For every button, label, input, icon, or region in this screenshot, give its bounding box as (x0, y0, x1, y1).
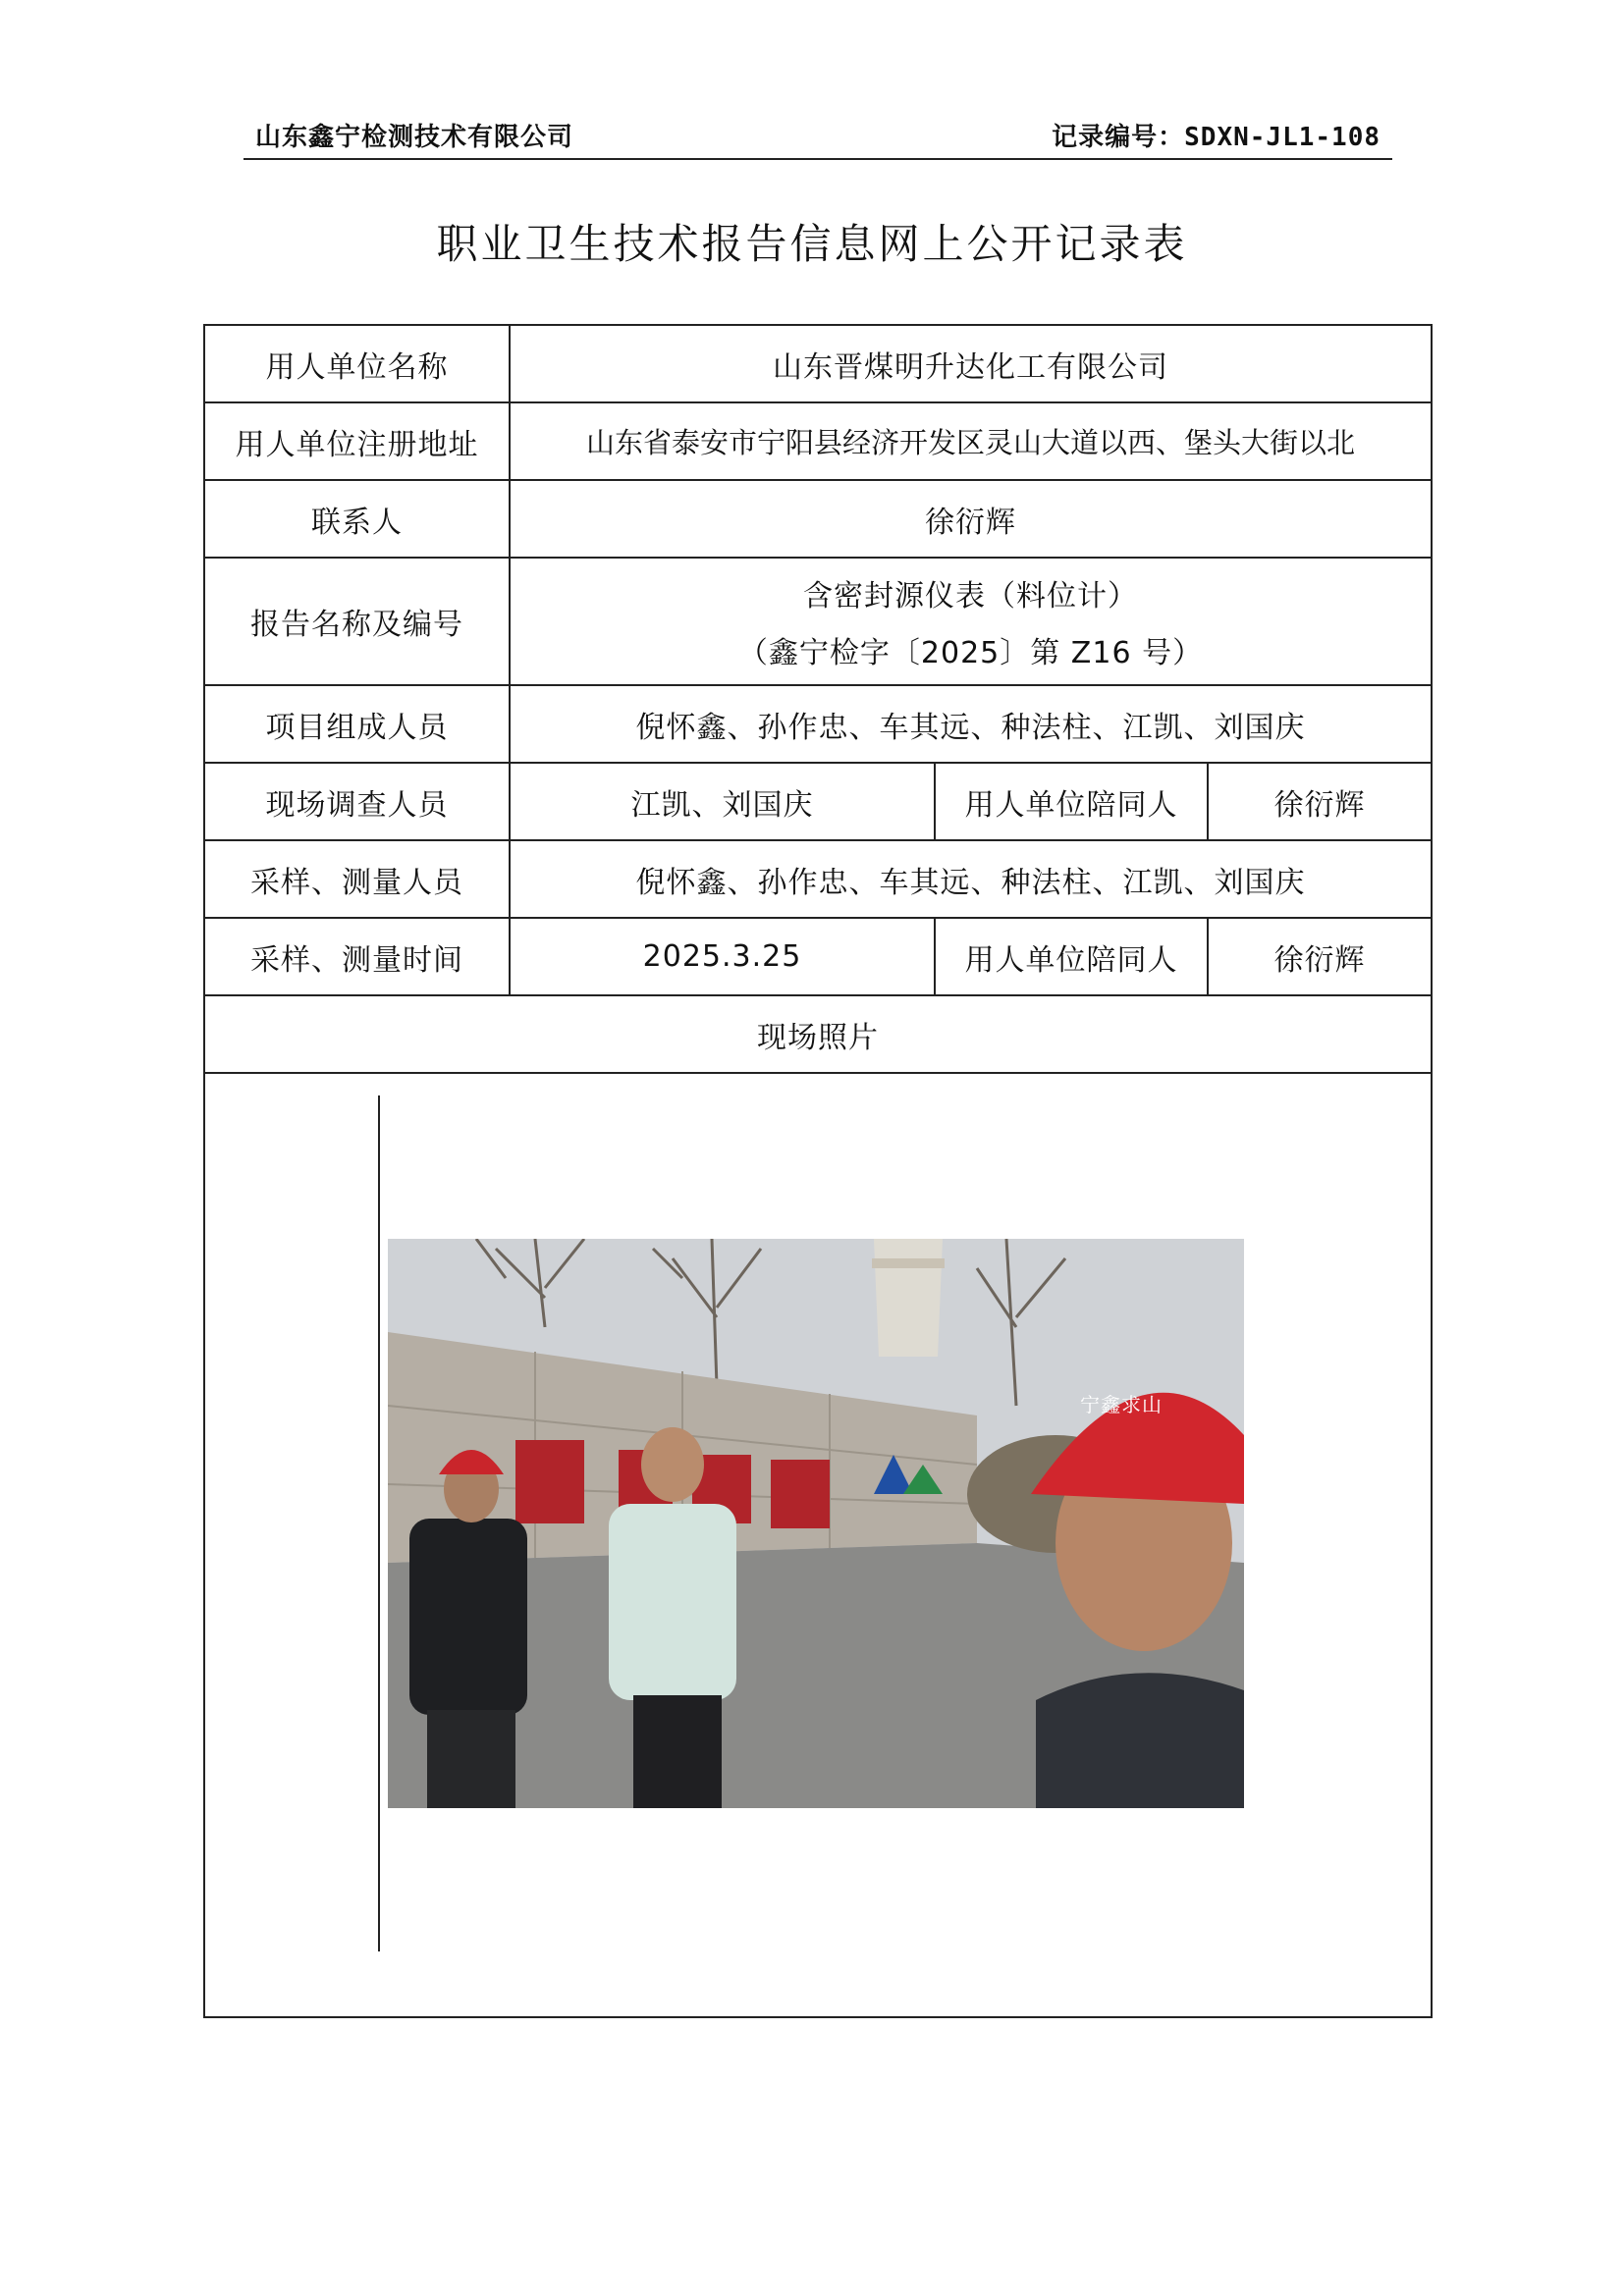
page-header (244, 115, 1392, 160)
photo-cell (204, 1073, 1432, 2017)
contact-value: 徐衍辉 (510, 480, 1432, 558)
row-photo (204, 1073, 1432, 2017)
accompany-label-1: 用人单位陪同人 (935, 763, 1208, 840)
record-number (1052, 117, 1380, 153)
report-label: 报告名称及编号 (204, 558, 510, 685)
site-photo-illustration (388, 1239, 1244, 1808)
accompany-value-2: 徐衍辉 (1208, 918, 1432, 995)
row-time (204, 918, 1432, 995)
photo-label: 现场照片 (204, 995, 1432, 1073)
helmet-text: 宁鑫求山 (1080, 1393, 1163, 1416)
company-name: 山东鑫宁检测技术有限公司 (255, 123, 574, 152)
employer-name-value: 山东晋煤明升达化工有限公司 (510, 325, 1432, 402)
row-photo-label (204, 995, 1432, 1073)
survey-value: 江凯、刘国庆 (510, 763, 935, 840)
address-value: 山东省泰安市宁阳县经济开发区灵山大道以西、堡头大街以北 (510, 402, 1432, 480)
site-photo (388, 1239, 1244, 1808)
row-sampling (204, 840, 1432, 918)
photo-area (205, 1074, 1431, 2016)
row-address (204, 402, 1432, 480)
report-name: 含密封源仪表（料位计） (803, 579, 1138, 614)
row-employer-name (204, 325, 1432, 402)
time-label: 采样、测量时间 (204, 918, 510, 995)
record-form-table (203, 324, 1433, 2018)
row-contact (204, 480, 1432, 558)
accompany-value-1: 徐衍辉 (1208, 763, 1432, 840)
time-value: 2025.3.25 (510, 918, 935, 995)
record-number-label: 记录编号： (1052, 123, 1185, 152)
employer-name-label: 用人单位名称 (204, 325, 510, 402)
team-label: 项目组成人员 (204, 685, 510, 763)
survey-label: 现场调查人员 (204, 763, 510, 840)
contact-label: 联系人 (204, 480, 510, 558)
page-title: 职业卫生技术报告信息网上公开记录表 (436, 220, 1188, 268)
row-report (204, 558, 1432, 685)
row-team (204, 685, 1432, 763)
report-number: （鑫宁检字〔2025〕第 Z16 号） (737, 636, 1204, 670)
sampling-value: 倪怀鑫、孙作忠、车其远、种法柱、江凯、刘国庆 (510, 840, 1432, 918)
sampling-label: 采样、测量人员 (204, 840, 510, 918)
team-value: 倪怀鑫、孙作忠、车其远、种法柱、江凯、刘国庆 (510, 685, 1432, 763)
photo-divider-line (378, 1095, 380, 1951)
address-label: 用人单位注册地址 (204, 402, 510, 480)
accompany-label-2: 用人单位陪同人 (935, 918, 1208, 995)
row-survey (204, 763, 1432, 840)
report-value (510, 558, 1432, 685)
record-number-code: SDXN-JL1-108 (1184, 123, 1380, 152)
